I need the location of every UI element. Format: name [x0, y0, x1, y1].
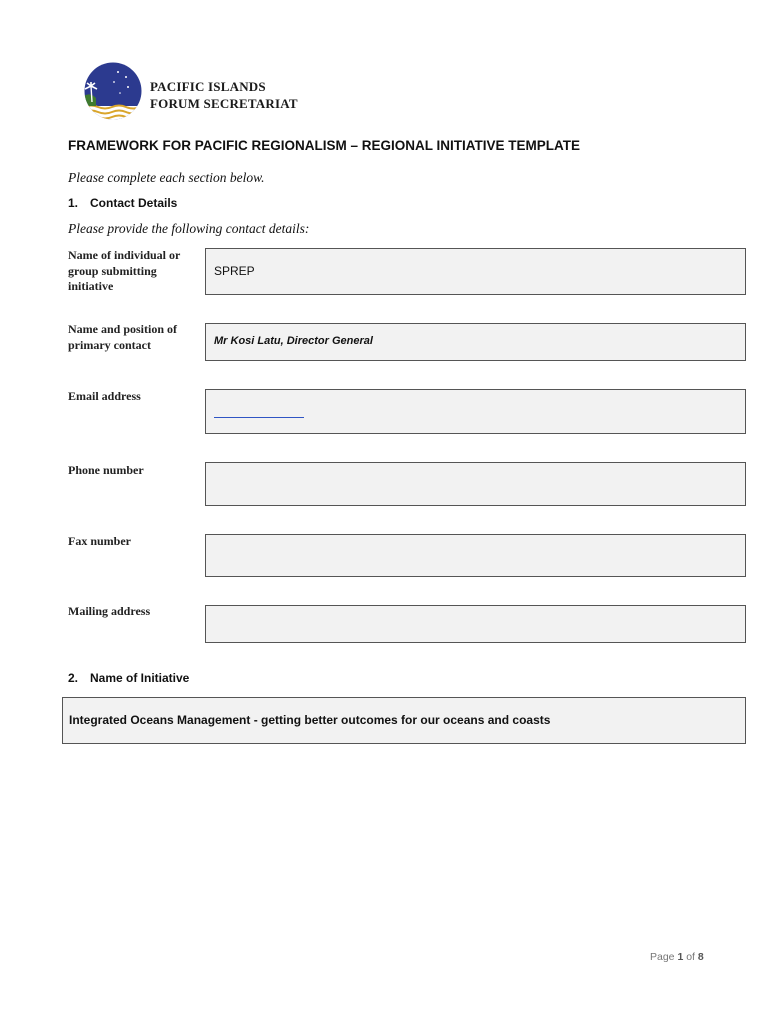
email-label: Email address — [68, 389, 141, 403]
primary-contact-value: Mr Kosi Latu, Director General — [214, 335, 373, 347]
initiative-name-value: Integrated Oceans Management - getting better outcomes for our oceans and coasts — [69, 713, 551, 727]
fax-field[interactable] — [205, 534, 746, 577]
submitter-name-value: SPREP — [214, 264, 255, 278]
section-2-title: Name of Initiative — [90, 671, 190, 685]
mailing-address-field[interactable] — [205, 605, 746, 643]
section-1-number: 1. — [68, 196, 79, 210]
total-pages-number: 8 — [697, 951, 704, 963]
section-2-number: 2. — [68, 671, 79, 685]
submitter-name-label: Name of individual or group submitting initiative — [68, 248, 181, 293]
contact-details-intro: Please provide the following contact details: — [68, 221, 310, 236]
current-page-number: 1 — [677, 951, 684, 963]
org-name-line-1: PACIFIC ISLANDS — [150, 79, 266, 94]
section-1-title: Contact Details — [90, 196, 178, 210]
organization-name — [150, 78, 298, 112]
fax-label: Fax number — [68, 534, 131, 548]
pacific-islands-forum-logo-icon — [84, 62, 142, 120]
page-word: Page — [650, 951, 675, 963]
email-field[interactable] — [205, 389, 746, 434]
email-link-underline[interactable] — [214, 417, 304, 418]
org-name-line-2: FORUM SECRETARIAT — [150, 96, 298, 111]
primary-contact-label: Name and position of primary contact — [68, 322, 178, 352]
primary-contact-field[interactable] — [205, 323, 746, 361]
section-2-heading — [68, 671, 189, 685]
phone-label: Phone number — [68, 463, 144, 477]
initiative-name-field[interactable] — [62, 697, 746, 744]
document-title: FRAMEWORK FOR PACIFIC REGIONALISM – REGIONAL INITIATIVE TEMPLATE — [68, 138, 580, 153]
phone-field[interactable] — [205, 462, 746, 506]
page-number — [650, 951, 704, 963]
of-word: of — [686, 951, 695, 963]
document-intro: Please complete each section below. — [68, 170, 265, 185]
section-1-heading — [68, 196, 177, 210]
mailing-address-label: Mailing address — [68, 604, 151, 618]
submitter-name-field[interactable] — [205, 248, 746, 295]
